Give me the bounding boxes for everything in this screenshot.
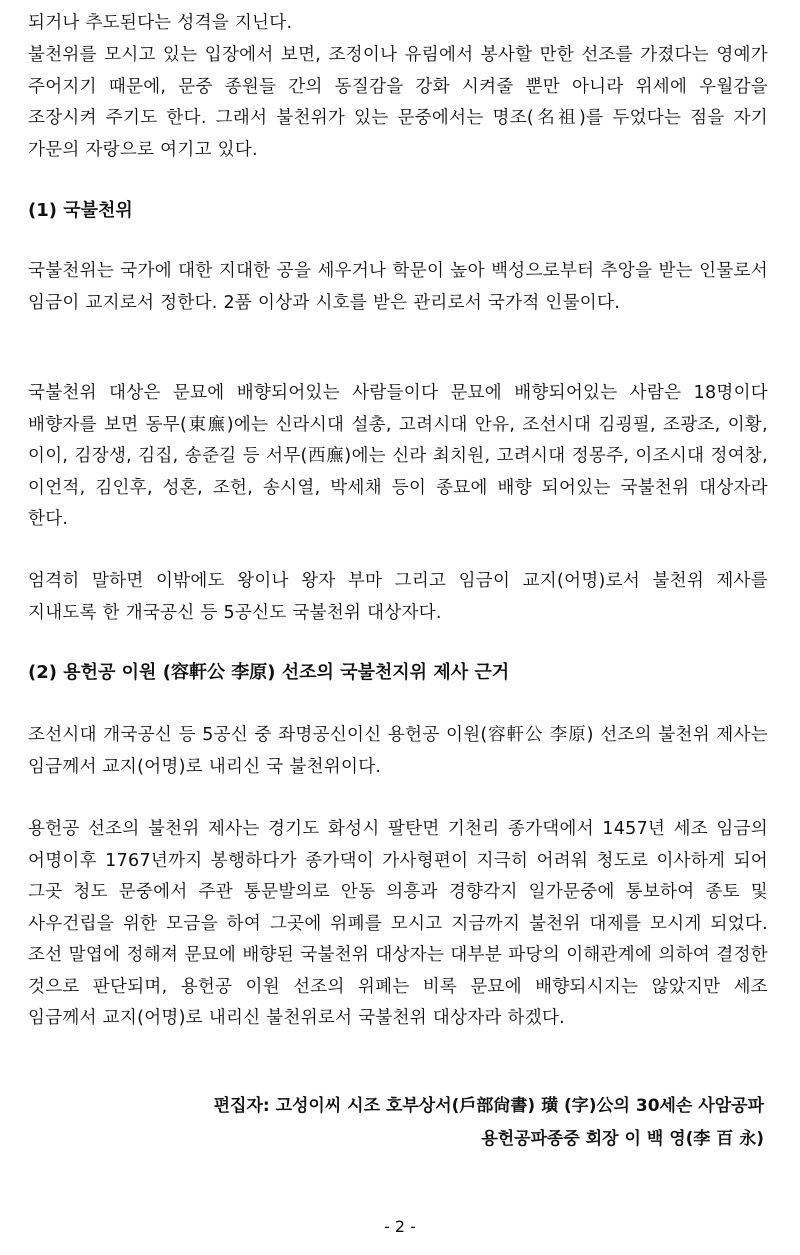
paragraph-strictly-speaking: 엄격히 말하면 이밖에도 왕이나 왕자 부마 그리고 임금이 교지(어명)로서 불천위 제사를 지내도록 한 개국공신 등 5공신도 국불천위 대상자다. — [28, 571, 768, 623]
signature-line-1: 편집자: 고성이씨 시조 호부상서(戶部尙書) 璜 (字)公의 30세손 사암공파 — [213, 1096, 764, 1116]
paragraph-munmyo-list: 국불천위 대상은 문묘에 배향되어있는 사람들이다 문묘에 배향되어있는 사람은 18명이다 배향자를 보면 동무(東廡)에는 신라시대 설총, 고려시대 안유, 조선시대 김굉필, 조광조, 이황, 이이, 김장생, 김집, 송준길 등 서무(西廡)에는 신라 최치원, 고려시대 정몽주, 이조시대 정여창, 이언적, 김인후, 성혼, 조헌, 송시열, 박세채 등이 종묘에 배향 되어있는 국불천위 대상자라 한다. — [28, 383, 768, 529]
paragraph-definition: 국불천위는 국가에 대한 지대한 공을 세우거나 학문이 높아 백성으로부터 추앙을 받는 인물로서 임금이 교지로서 정한다. 2품 이상과 시호를 받은 관리로서 국가적 인물이다. — [28, 261, 768, 313]
page-number: - 2 - — [384, 1217, 416, 1236]
section-heading-2: (2) 용헌공 이원 (容軒公 李原) 선조의 국불천지위 제사 근거 — [28, 662, 510, 683]
paragraph-continuation: 되거나 추도된다는 성격을 지닌다. — [28, 13, 293, 33]
paragraph-bulcheonwi-honor: 불천위를 모시고 있는 입장에서 보면, 조정이나 유림에서 봉사할 만한 선조를 가졌다는 영예가 주어지기 때문에, 문중 종원들 간의 동질감을 강화 시켜줄 뿐만 아니라 위세에 우월감을 조장시켜 주기도 한다. 그래서 불천위가 있는 문중에서는 명조(名祖)를 두었다는 점을 자기 가문의 자랑으로 여기고 있다. — [28, 45, 768, 160]
paragraph-yongheon-basis: 조선시대 개국공신 등 5공신 중 좌명공신이신 용헌공 이원(容軒公 李原) 선조의 불천위 제사는 임금께서 교지(어명)로 내리신 국 불천위이다. — [28, 725, 768, 777]
paragraph-history: 용헌공 선조의 불천위 제사는 경기도 화성시 팔탄면 기천리 종가댁에서 1457년 세조 임금의 어명이후 1767년까지 봉행하다가 종가댁이 가사형편이 지극히 어려워 청도로 이사하게 되어 그곳 청도 문중에서 주관 통문발의로 안동 의흥과 경향각지 일가문중에 통보하여 종토 및 사우건립을 위한 모금을 하여 그곳에 위폐를 모시고 지금까지 불천위 대제를 모시게 되었다. 조선 말엽에 정해져 문묘에 배향된 국불천위 대상자는 대부분 파당의 이해관계에 의하여 결정한 것으로 판단되며, 용헌공 이원 선조의 위폐는 비록 문묘에 배향되시지는 않았지만 세조 임금께서 교지(어명)로 내리신 불천위로서 국불천위 대상자라 하겠다. — [28, 819, 768, 1028]
section-heading-1: (1) 국불천위 — [28, 200, 133, 221]
signature-line-2: 용헌공파종중 회장 이 백 영(李 百 永) — [481, 1129, 764, 1149]
editor-signature — [24, 1090, 764, 1156]
